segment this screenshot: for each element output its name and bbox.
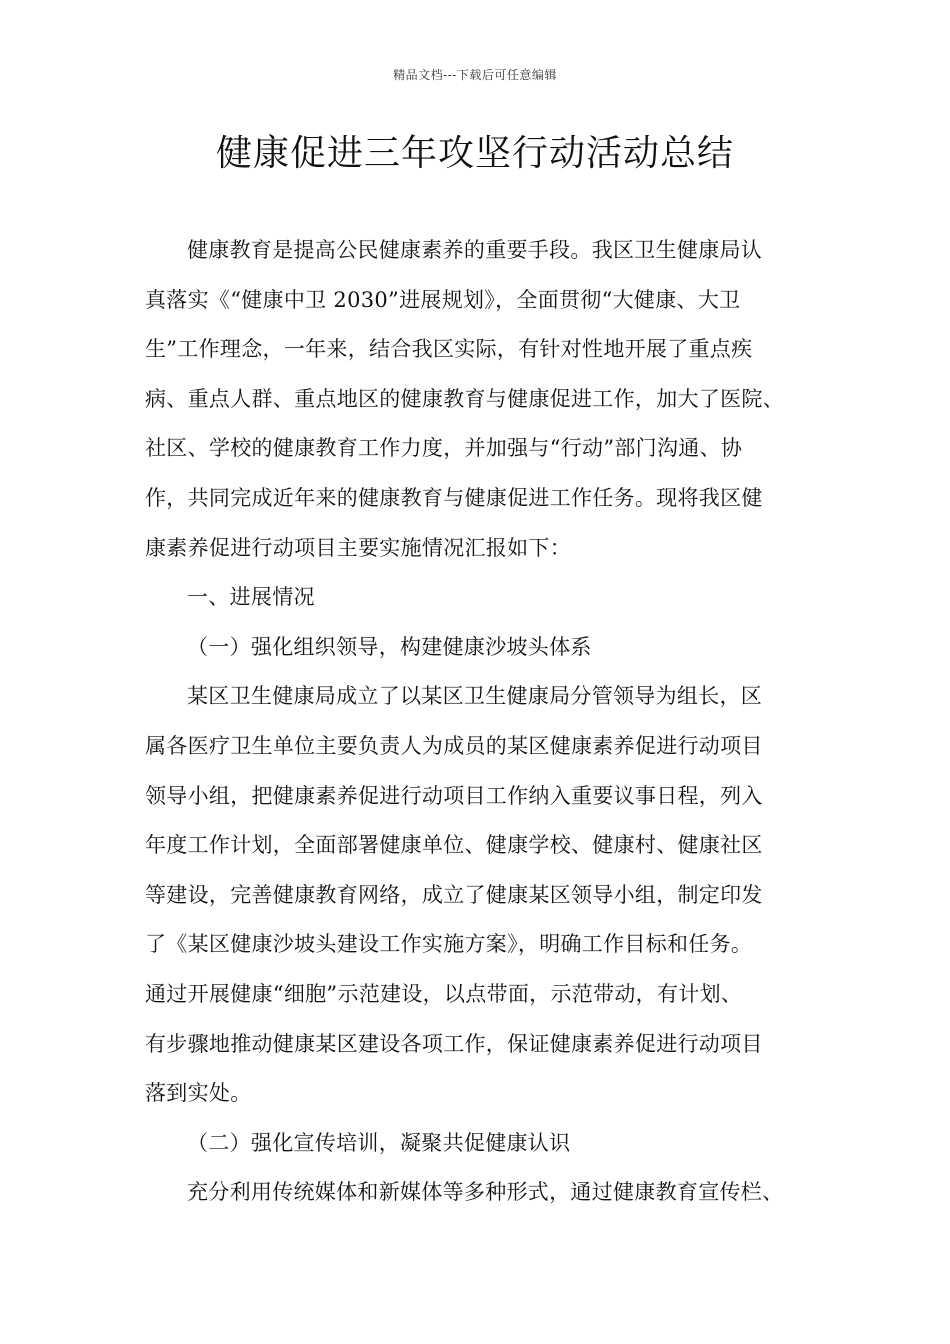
page-header-watermark: 精品文档---下载后可任意编辑 [393, 68, 557, 82]
paragraph-line: 某区卫生健康局成立了以某区卫生健康局分管领导为组长，区 [187, 684, 763, 709]
paragraph-line: 作，共同完成近年来的健康教育与健康促进工作任务。现将我区健 [145, 485, 763, 510]
paragraph-line: 落到实处。 [145, 1081, 252, 1106]
document-title: 健康促进三年攻坚行动活动总结 [215, 133, 734, 174]
paragraph-line: 健康教育是提高公民健康素养的重要手段。我区卫生健康局认 [187, 238, 763, 262]
paragraph-line: 等建设，完善健康教育网络，成立了健康某区领导小组，制定印发 [145, 882, 763, 907]
paragraph-line: 通过开展健康“细胞”示范建设，以点带面，示范带动，有计划、 [145, 981, 743, 1006]
paragraph-line: 属各医疗卫生单位主要负责人为成员的某区健康素养促进行动项目 [145, 733, 763, 758]
paragraph-line: 社区、学校的健康教育工作力度，并加强与“行动”部门沟通、协 [145, 436, 743, 461]
paragraph-line: 领导小组，把健康素养促进行动项目工作纳入重要议事日程，列入 [145, 783, 763, 808]
document-body [145, 226, 829, 1218]
subsection-heading: （一）强化组织领导，构建健康沙坡头体系 [187, 634, 592, 659]
paragraph-line: 了《某区健康沙坡头建设工作实施方案》，明确工作目标和任务。 [145, 932, 753, 957]
paragraph-line: 年度工作计划，全面部署健康单位、健康学校、健康村、健康社区 [145, 833, 763, 858]
paragraph-line: 充分利用传统媒体和新媒体等多种形式，通过健康教育宣传栏、 [187, 1180, 784, 1205]
paragraph-line: 真落实《“健康中卫 2030”进展规划》，全面贯彻“大健康、大卫 [145, 287, 741, 312]
section-heading: 一、进展情况 [187, 585, 315, 610]
subsection-heading: （二）强化宣传培训，凝聚共促健康认识 [187, 1130, 571, 1155]
paragraph-line: 生”工作理念，一年来，结合我区实际，有针对性地开展了重点疾 [145, 337, 753, 362]
paragraph-line: 有步骤地推动健康某区建设各项工作，保证健康素养促进行动项目 [145, 1031, 763, 1056]
paragraph-line: 病、重点人群、重点地区的健康教育与健康促进工作，加大了医院、 [145, 386, 784, 411]
paragraph-line: 康素养促进行动项目主要实施情况汇报如下： [145, 535, 571, 560]
